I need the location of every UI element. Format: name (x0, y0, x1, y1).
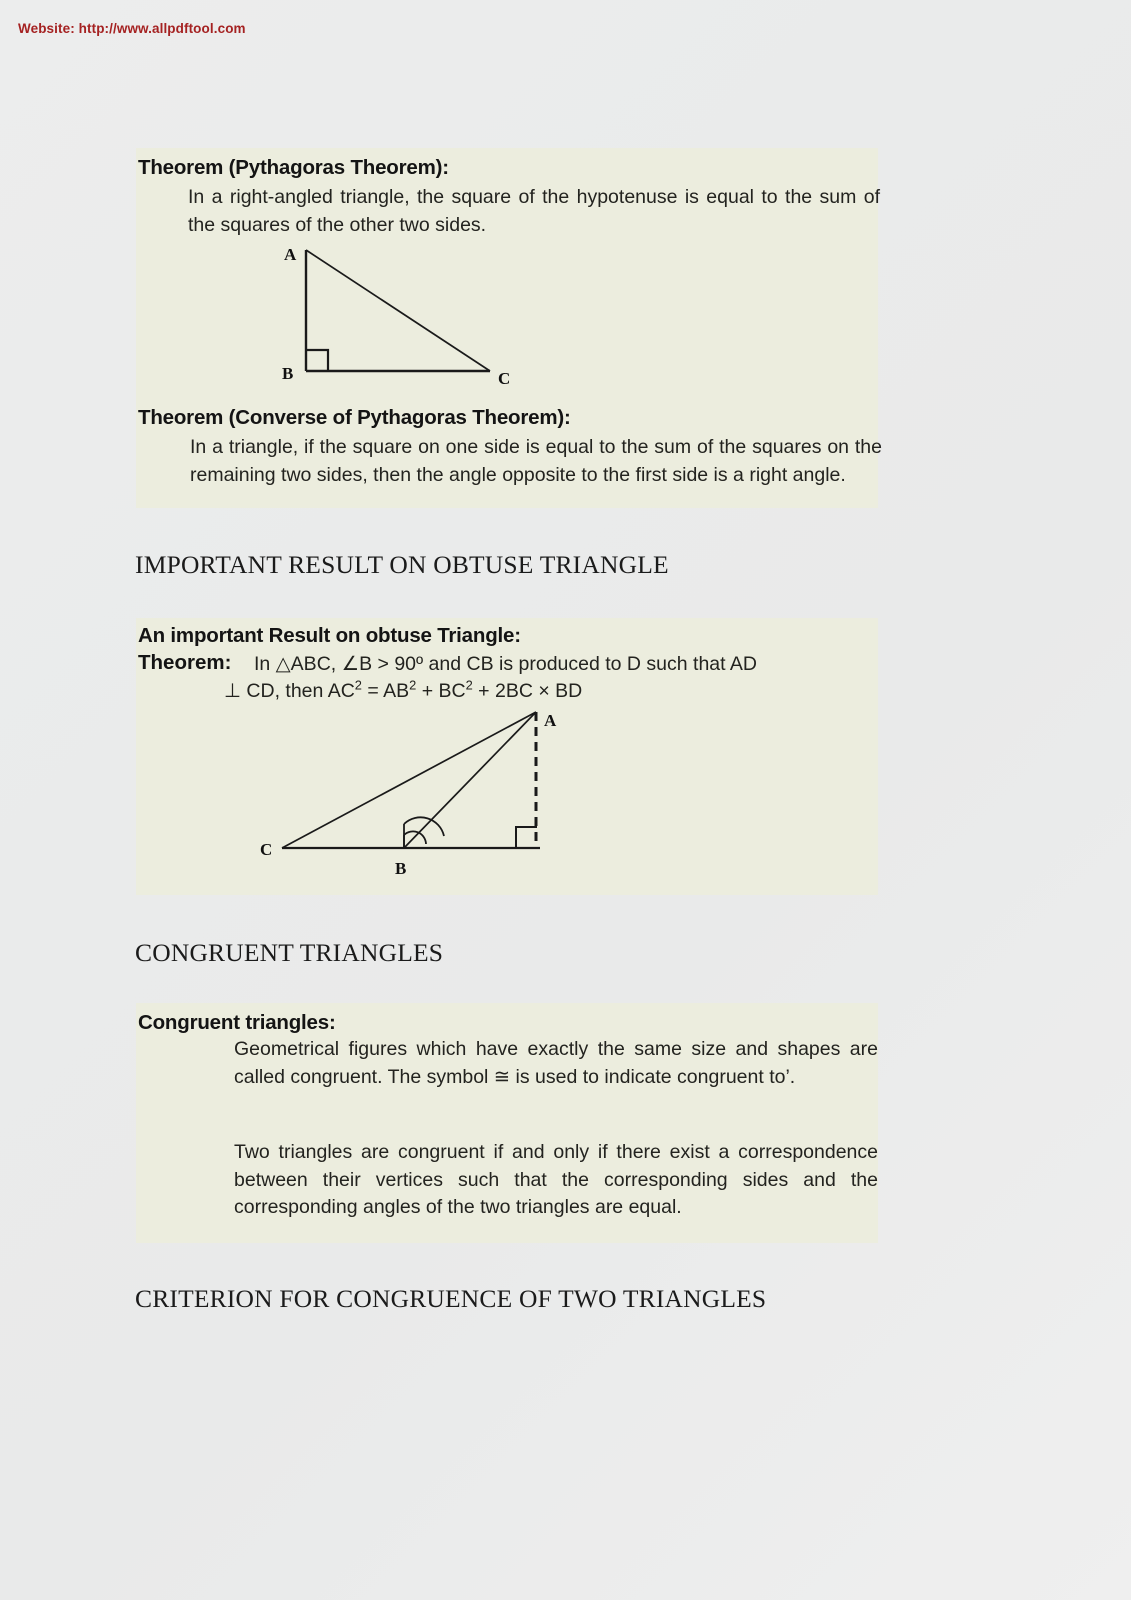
converse-body: In a triangle, if the square on one side is equal to the sum of the squares on the remaining two sides, then the angle opposite to the first side is a right angle. (190, 436, 882, 486)
converse-title: Theorem (Converse of Pythagoras Theorem): (138, 406, 571, 429)
congruent-paragraph-1: Geometrical figures which have exactly the same size and shapes are called congruent. The symbol ≅ is used to indicate congruent to’. (234, 1038, 878, 1088)
obtuse-theorem-statement (224, 651, 878, 705)
exponent-1: 2 (354, 677, 362, 693)
vertex-label-a: A (284, 245, 297, 264)
formula-part-2: = AB (361, 680, 410, 702)
obtuse-triangle-panel (136, 618, 878, 895)
vertex-label-b: B (282, 364, 294, 383)
formula-part-3: + BC (416, 680, 466, 702)
section-heading-obtuse-result: IMPORTANT RESULT ON OBTUSE TRIANGLE (135, 550, 669, 579)
obtuse-result-title: An important Result on obtuse Triangle: (138, 624, 521, 647)
formula-prefix: ⊥ CD, then AC (224, 680, 355, 702)
exponent-2: 2 (409, 677, 417, 693)
vertex-label-c: C (498, 369, 511, 388)
pythagoras-theorem-panel (136, 148, 882, 508)
congruent-triangles-panel (136, 1003, 878, 1243)
website-banner: Website: http://www.allpdftool.com (18, 21, 246, 36)
obtuse-statement-line1: In △ABC, ∠B > 90º and CB is produced to D such that AD (254, 653, 757, 675)
congruent-paragraph-2: Two triangles are congruent if and only if there exist a correspondence between their vertices such that the corresponding sides and the corresponding angles of the two triangles are equal. (234, 1141, 878, 1218)
pythagoras-body: In a right-angled triangle, the square of the hypotenuse is equal to the sum of the squares of the other two sides. (188, 186, 880, 236)
section-heading-criterion: CRITERION FOR CONGRUENCE OF TWO TRIANGLES (135, 1284, 767, 1313)
vertex-label-c: C (260, 840, 273, 859)
theorem-label: Theorem: (138, 651, 232, 674)
section-heading-congruent-triangles: CONGRUENT TRIANGLES (135, 938, 444, 967)
exponent-3: 2 (465, 677, 473, 693)
vertex-label-a: A (544, 711, 557, 730)
obtuse-triangle-figure (254, 698, 584, 878)
pythagoras-title: Theorem (Pythagoras Theorem): (138, 156, 449, 179)
formula-part-4: + 2BC × BD (472, 680, 583, 702)
right-angled-triangle-figure (266, 240, 516, 390)
vertex-label-b: B (395, 859, 407, 878)
congruent-triangles-title: Congruent triangles: (138, 1011, 336, 1034)
